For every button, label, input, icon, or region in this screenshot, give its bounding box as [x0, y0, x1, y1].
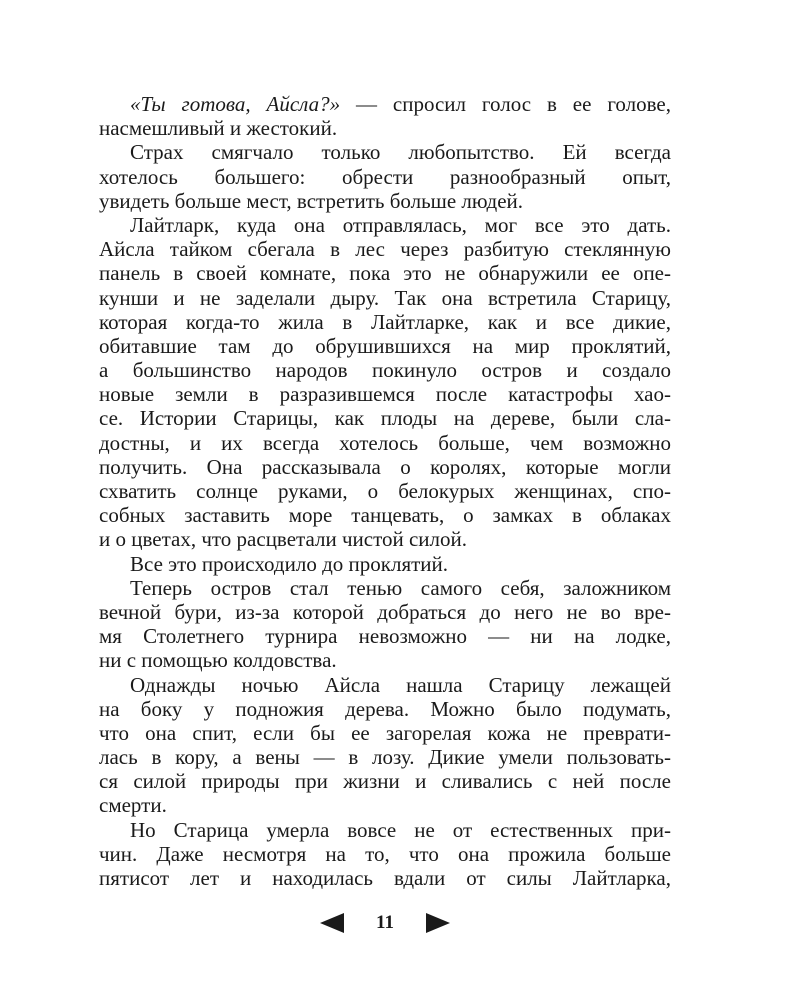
text-segment: смерти.: [99, 793, 167, 818]
text-line: [99, 818, 671, 842]
text-segment: панель в своей комнате, пока это не обнаружили ее опе-: [99, 261, 671, 286]
text-segment: се. Истории Старицы, как плоды на дереве, были сла-: [99, 406, 671, 431]
text-segment: вечной бури, из-за которой добраться до него не во вре-: [99, 599, 671, 624]
text-line: [99, 479, 671, 503]
text-segment: а большинство народов покинуло остров и создало: [99, 358, 671, 383]
text-line: [99, 261, 671, 285]
text-line: [99, 648, 671, 672]
text-line: [99, 334, 671, 358]
text-line: [99, 769, 671, 793]
text-line: [99, 455, 671, 479]
text-line: [99, 697, 671, 721]
text-line: [99, 721, 671, 745]
text-segment: на боку у подножия дерева. Можно было подумать,: [99, 696, 671, 721]
text-line: [99, 793, 671, 817]
text-line: [99, 842, 671, 866]
paragraph: [99, 213, 671, 552]
text-segment: получить. Она рассказывала о королях, которые могли: [99, 454, 671, 479]
text-line: [99, 431, 671, 455]
text-line: [99, 552, 671, 576]
next-page-arrow-icon[interactable]: [426, 913, 450, 933]
text-line: [99, 213, 671, 237]
text-segment: Но Старица умерла вовсе не от естественных при-: [130, 817, 671, 842]
text-line: [99, 527, 671, 551]
text-line: [99, 745, 671, 769]
text-line: [99, 189, 671, 213]
text-line: [99, 576, 671, 600]
paragraph: [99, 576, 671, 673]
paragraph: [99, 92, 671, 140]
text-line: [99, 358, 671, 382]
text-line: [99, 673, 671, 697]
paragraph: [99, 818, 671, 891]
text-segment: лась в кору, а вены — в лозу. Дикие умели пользовать-: [99, 745, 671, 770]
paragraph: [99, 673, 671, 818]
text-line: [99, 286, 671, 310]
text-line: [99, 116, 671, 140]
text-segment: Айсла тайком сбегала в лес через разбитую стеклянную: [99, 237, 671, 262]
text-segment: Теперь остров стал тенью самого себя, заложником: [130, 575, 671, 600]
text-segment: пятисот лет и находилась вдали от силы Лайтларка,: [99, 866, 671, 890]
text-line: [99, 165, 671, 189]
text-segment: собных заставить море танцевать, о замках в облаках: [99, 503, 671, 528]
text-line: [99, 866, 671, 890]
text-segment: насмешливый и жестокий.: [99, 116, 338, 141]
text-segment: и о цветах, что расцветали чистой силой.: [99, 527, 467, 552]
text-line: [99, 237, 671, 261]
paragraph: [99, 140, 671, 213]
text-segment: мя Столетнего турнира невозможно — ни на лодке,: [99, 624, 671, 649]
text-line: [99, 624, 671, 648]
page-footer: [0, 908, 800, 938]
text-segment: чин. Даже несмотря на то, что она прожила больше: [99, 841, 671, 866]
text-segment: кунши и не заделали дыру. Так она встретила Старицу,: [99, 285, 671, 310]
text-segment: Страх смягчало только любопытство. Ей всегда: [130, 140, 671, 165]
text-segment: Лайтларк, куда она отправлялась, мог все это дать.: [130, 212, 671, 237]
text-segment: ни с помощью колдовства.: [99, 648, 337, 673]
text-segment: увидеть больше мест, встретить больше людей.: [99, 188, 524, 213]
previous-page-arrow-icon[interactable]: [320, 913, 344, 933]
body-text: [99, 92, 671, 890]
text-line: [99, 310, 671, 334]
text-segment: Однажды ночью Айсла нашла Старицу лежащей: [130, 672, 671, 697]
text-segment: достны, и их всегда хотелось больше, чем возможно: [99, 430, 671, 455]
text-segment: что она спит, если бы ее загорелая кожа не преврати-: [99, 720, 671, 745]
text-segment: обитавшие там до обрушившихся на мир проклятий,: [99, 333, 671, 358]
page-number: 11: [376, 912, 394, 933]
text-segment: хотелось большего: обрести разнообразный опыт,: [99, 164, 671, 189]
text-segment: — спросил голос в ее голове,: [340, 92, 671, 116]
text-line: [99, 406, 671, 430]
text-segment: Все это происходило до проклятий.: [130, 551, 449, 576]
paragraph: [99, 552, 671, 576]
text-segment: схватить солнце руками, о белокурых женщинах, спо-: [99, 479, 671, 503]
text-segment: ся силой природы при жизни и сливались с ней после: [99, 769, 671, 794]
italic-speech: «Ты готова, Айсла?»: [130, 92, 341, 116]
text-line: [99, 382, 671, 406]
text-line: [99, 503, 671, 527]
text-line: [99, 92, 671, 116]
text-line: [99, 600, 671, 624]
text-segment: которая когда-то жила в Лайтларке, как и все дикие,: [99, 309, 671, 334]
text-segment: новые земли в разразившемся после катастрофы хао-: [99, 382, 671, 407]
text-line: [99, 140, 671, 164]
